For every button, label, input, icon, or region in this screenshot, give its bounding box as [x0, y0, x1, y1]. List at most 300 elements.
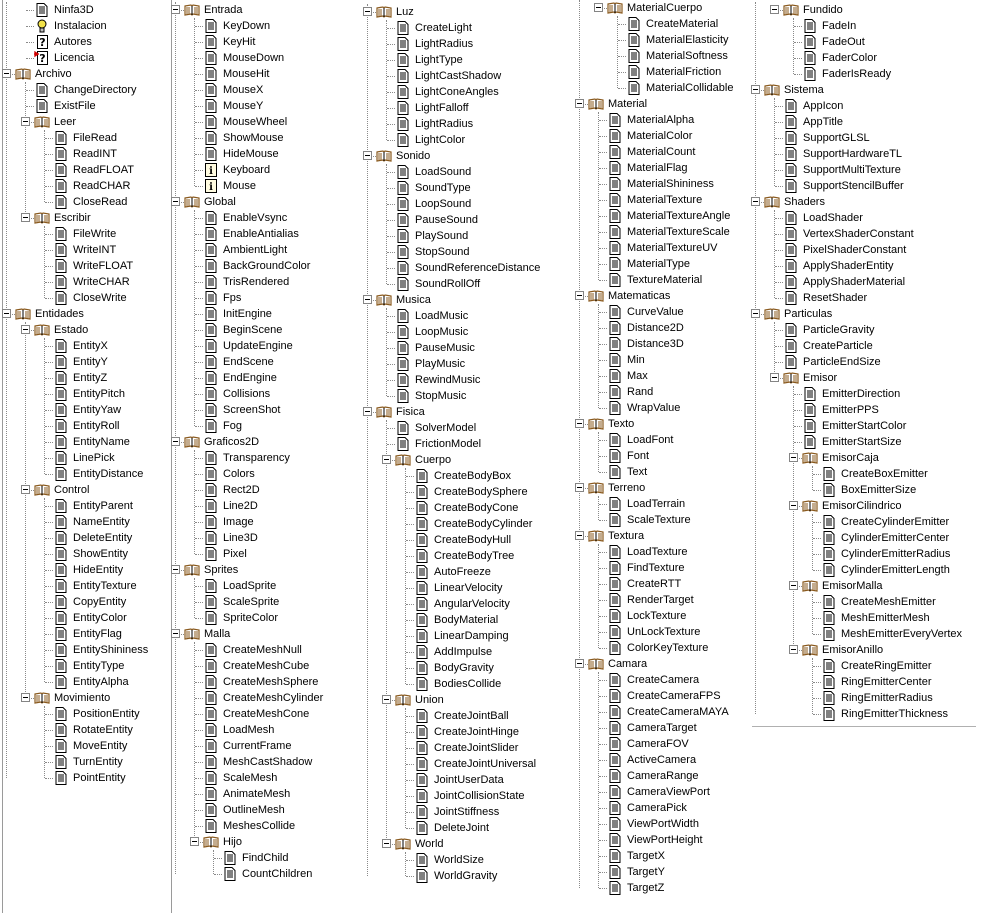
collapse-toggle-icon[interactable]: [382, 695, 391, 704]
tree-item-name-entity[interactable]: [41, 514, 171, 530]
tree-item-body-material[interactable]: [402, 612, 574, 628]
tree-item-load-shader[interactable]: [771, 210, 976, 226]
tree-branch-line: [195, 234, 203, 235]
tree-item-emisor-caja[interactable]: [790, 450, 976, 466]
tree-item-camera-target[interactable]: [595, 720, 748, 736]
tree-item-wrap-value[interactable]: [595, 400, 748, 416]
tree-item-close-read[interactable]: [41, 194, 171, 210]
collapse-toggle-icon[interactable]: [21, 213, 30, 222]
tree-item-active-camera[interactable]: [595, 752, 748, 768]
tree-item-distance2-d[interactable]: [595, 320, 748, 336]
tree-item-loop-sound[interactable]: [383, 196, 574, 212]
tree-item-emitter-start-color[interactable]: [790, 418, 976, 434]
tree-item-camera-range[interactable]: [595, 768, 748, 784]
tree-item-create-joint-ball[interactable]: [402, 708, 574, 724]
collapse-toggle-icon[interactable]: [171, 437, 180, 446]
collapse-toggle-icon[interactable]: [382, 839, 391, 848]
tree-item-file-read[interactable]: [41, 130, 171, 146]
tree-item-entity-roll[interactable]: [41, 418, 171, 434]
tree-item-move-entity[interactable]: [41, 738, 171, 754]
tree-item-emitter-direction[interactable]: [790, 386, 976, 402]
tree-item-material-collidable[interactable]: [614, 80, 748, 96]
collapse-toggle-icon[interactable]: [2, 69, 11, 78]
tree-item-body-gravity[interactable]: [402, 660, 574, 676]
tree-item-material-texture-uv[interactable]: [595, 240, 748, 256]
tree-item-luz[interactable]: [364, 4, 574, 20]
tree-item-create-camera-maya[interactable]: [595, 704, 748, 720]
collapse-toggle-icon[interactable]: [594, 3, 603, 12]
tree-item-mouse-wheel[interactable]: [191, 114, 360, 130]
tree-item-auto-freeze[interactable]: [402, 564, 574, 580]
tree-item-mouse-y[interactable]: [191, 98, 360, 114]
tree-item-rewind-music[interactable]: [383, 372, 574, 388]
tree-item-apply-shader-entity[interactable]: [771, 258, 976, 274]
tree-item-enable-antialias[interactable]: [191, 226, 360, 242]
collapse-toggle-icon[interactable]: [171, 629, 180, 638]
tree-item-entity-type[interactable]: [41, 658, 171, 674]
tree-item-leer[interactable]: [22, 114, 171, 130]
tree-item-musica[interactable]: [364, 292, 574, 308]
tree-item-create-body-box[interactable]: [402, 468, 574, 484]
tree-item-load-sprite[interactable]: [191, 578, 360, 594]
tree-item-sprites[interactable]: [172, 562, 360, 578]
tree-item-entity-z[interactable]: [41, 370, 171, 386]
tree-item-particle-end-size[interactable]: [771, 354, 976, 370]
tree-item-image[interactable]: [191, 514, 360, 530]
tree-item-material-flag[interactable]: [595, 160, 748, 176]
tree-item-rand[interactable]: [595, 384, 748, 400]
tree-item-fundido[interactable]: [771, 2, 976, 18]
tree-item-mesh-emitter-every-vertex[interactable]: [809, 626, 976, 642]
tree-item-target-z[interactable]: [595, 880, 748, 896]
tree-item-create-joint-universal[interactable]: [402, 756, 574, 772]
tree-item-fader-color[interactable]: [790, 50, 976, 66]
collapse-toggle-icon[interactable]: [770, 373, 779, 382]
tree-item-pixel-shader-constant[interactable]: [771, 242, 976, 258]
tree-item-tris-rendered[interactable]: [191, 274, 360, 290]
tree-item-ring-emitter-radius[interactable]: [809, 690, 976, 706]
tree-item-pixel[interactable]: [191, 546, 360, 562]
tree-item-texto[interactable]: [576, 416, 748, 432]
tree-item-init-engine[interactable]: [191, 306, 360, 322]
tree-item-load-music[interactable]: [383, 308, 574, 324]
tree-item-entity-texture[interactable]: [41, 578, 171, 594]
tree-item-camara[interactable]: [576, 656, 748, 672]
tree-item-material-alpha[interactable]: [595, 112, 748, 128]
tree-item-load-sound[interactable]: [383, 164, 574, 180]
tree-item-create-joint-hinge[interactable]: [402, 724, 574, 740]
tree-item-light-radius[interactable]: [383, 36, 574, 52]
tree-item-back-ground-color[interactable]: [191, 258, 360, 274]
tree-item-key-down[interactable]: [191, 18, 360, 34]
collapse-toggle-icon[interactable]: [770, 5, 779, 14]
tree-item-write-int[interactable]: [41, 242, 171, 258]
tree-item-mesh-cast-shadow[interactable]: [191, 754, 360, 770]
tree-item-create-camera-fps[interactable]: [595, 688, 748, 704]
tree-item-create-rtt[interactable]: [595, 576, 748, 592]
collapse-toggle-icon[interactable]: [751, 85, 760, 94]
tree-item-fade-in[interactable]: [790, 18, 976, 34]
tree-item-create-mesh-emitter[interactable]: [809, 594, 976, 610]
tree-item-read-int[interactable]: [41, 146, 171, 162]
tree-item-sound-type[interactable]: [383, 180, 574, 196]
collapse-toggle-icon[interactable]: [751, 309, 760, 318]
tree-item-bodies-collide[interactable]: [402, 676, 574, 692]
tree-item-load-terrain[interactable]: [595, 496, 748, 512]
tree-item-rect2-d[interactable]: [191, 482, 360, 498]
tree-item-joint-user-data[interactable]: [402, 772, 574, 788]
tree-item-apply-shader-material[interactable]: [771, 274, 976, 290]
tree-item-un-lock-texture[interactable]: [595, 624, 748, 640]
tree-item-create-mesh-cone[interactable]: [191, 706, 360, 722]
tree-item-current-frame[interactable]: [191, 738, 360, 754]
tree-item-loop-music[interactable]: [383, 324, 574, 340]
tree-item-create-mesh-cylinder[interactable]: [191, 690, 360, 706]
collapse-toggle-icon[interactable]: [171, 197, 180, 206]
tree-item-load-texture[interactable]: [595, 544, 748, 560]
tree-item-outline-mesh[interactable]: [191, 802, 360, 818]
tree-item-update-engine[interactable]: [191, 338, 360, 354]
tree-item-world-size[interactable]: [402, 852, 574, 868]
tree-item-support-stencil-buffer[interactable]: [771, 178, 976, 194]
collapse-toggle-icon[interactable]: [363, 407, 372, 416]
tree-item-fade-out[interactable]: [790, 34, 976, 50]
tree-item-count-children[interactable]: [210, 866, 360, 882]
tree-item-cylinder-emitter-radius[interactable]: [809, 546, 976, 562]
tree-item-reset-shader[interactable]: [771, 290, 976, 306]
tree-item-create-body-tree[interactable]: [402, 548, 574, 564]
tree-item-fisica[interactable]: [364, 404, 574, 420]
tree-item-lock-texture[interactable]: [595, 608, 748, 624]
tree-item-hide-entity[interactable]: [41, 562, 171, 578]
tree-item-enable-vsync[interactable]: [191, 210, 360, 226]
tree-item-light-cast-shadow[interactable]: [383, 68, 574, 84]
collapse-toggle-icon[interactable]: [21, 485, 30, 494]
tree-item-meshes-collide[interactable]: [191, 818, 360, 834]
collapse-toggle-icon[interactable]: [21, 693, 30, 702]
tree-item-angular-velocity[interactable]: [402, 596, 574, 612]
tree-item-transparency[interactable]: [191, 450, 360, 466]
tree-item-cuerpo[interactable]: [383, 452, 574, 468]
tree-item-entity-alpha[interactable]: [41, 674, 171, 690]
tree-item-exist-file[interactable]: [22, 98, 171, 114]
tree-item-fog[interactable]: [191, 418, 360, 434]
tree-item-material-count[interactable]: [595, 144, 748, 160]
tree-item-begin-scene[interactable]: [191, 322, 360, 338]
tree-item-matematicas[interactable]: [576, 288, 748, 304]
tree-item-emisor-anillo[interactable]: [790, 642, 976, 658]
tree-item-collisions[interactable]: [191, 386, 360, 402]
tree-item-create-material[interactable]: [614, 16, 748, 32]
tree-item-estado[interactable]: [22, 322, 171, 338]
collapse-toggle-icon[interactable]: [575, 99, 584, 108]
tree-item-malla[interactable]: [172, 626, 360, 642]
tree-item-material[interactable]: [576, 96, 748, 112]
tree-item-file-write[interactable]: [41, 226, 171, 242]
tree-item-show-entity[interactable]: [41, 546, 171, 562]
tree-item-material-softness[interactable]: [614, 48, 748, 64]
collapse-toggle-icon[interactable]: [575, 483, 584, 492]
tree-item-textura[interactable]: [576, 528, 748, 544]
tree-item-emitter-start-size[interactable]: [790, 434, 976, 450]
tree-item-create-joint-slider[interactable]: [402, 740, 574, 756]
collapse-toggle-icon[interactable]: [789, 453, 798, 462]
tree-item-pause-sound[interactable]: [383, 212, 574, 228]
tree-item-line3-d[interactable]: [191, 530, 360, 546]
tree-item-material-shininess[interactable]: [595, 176, 748, 192]
tree-item-rotate-entity[interactable]: [41, 722, 171, 738]
tree-item-create-particle[interactable]: [771, 338, 976, 354]
tree-item-scale-mesh[interactable]: [191, 770, 360, 786]
tree-item-create-cylinder-emitter[interactable]: [809, 514, 976, 530]
tree-item-target-x[interactable]: [595, 848, 748, 864]
tree-item-mouse[interactable]: [191, 178, 360, 194]
tree-item-create-ring-emitter[interactable]: [809, 658, 976, 674]
tree-item-particulas[interactable]: [752, 306, 976, 322]
tree-item-copy-entity[interactable]: [41, 594, 171, 610]
tree-item-create-body-cone[interactable]: [402, 500, 574, 516]
tree-item-find-texture[interactable]: [595, 560, 748, 576]
tree-item-animate-mesh[interactable]: [191, 786, 360, 802]
tree-item-material-texture[interactable]: [595, 192, 748, 208]
tree-item-solver-model[interactable]: [383, 420, 574, 436]
tree-item-camera-view-port[interactable]: [595, 784, 748, 800]
tree-item-graficos2-d[interactable]: [172, 434, 360, 450]
tree-item-turn-entity[interactable]: [41, 754, 171, 770]
collapse-toggle-icon[interactable]: [575, 419, 584, 428]
tree-item-color-key-texture[interactable]: [595, 640, 748, 656]
tree-item-ambient-light[interactable]: [191, 242, 360, 258]
tree-item-screen-shot[interactable]: [191, 402, 360, 418]
tree-item-ring-emitter-thickness[interactable]: [809, 706, 976, 722]
tree-item-material-friction[interactable]: [614, 64, 748, 80]
tree-item-linear-damping[interactable]: [402, 628, 574, 644]
tree-item-end-engine[interactable]: [191, 370, 360, 386]
tree-item-friction-model[interactable]: [383, 436, 574, 452]
tree-item-create-body-cylinder[interactable]: [402, 516, 574, 532]
tree-item-entity-yaw[interactable]: [41, 402, 171, 418]
tree-item-light-color[interactable]: [383, 132, 574, 148]
tree-item-create-camera[interactable]: [595, 672, 748, 688]
tree-item-entity-y[interactable]: [41, 354, 171, 370]
collapse-toggle-icon[interactable]: [575, 531, 584, 540]
tree-item-entity-flag[interactable]: [41, 626, 171, 642]
tree-item-material-color[interactable]: [595, 128, 748, 144]
tree-item-text[interactable]: [595, 464, 748, 480]
tree-item-texture-material[interactable]: [595, 272, 748, 288]
collapse-toggle-icon[interactable]: [575, 659, 584, 668]
tree-item-mouse-down[interactable]: [191, 50, 360, 66]
tree-item-create-light[interactable]: [383, 20, 574, 36]
tree-item-app-title[interactable]: [771, 114, 976, 130]
tree-item-particle-gravity[interactable]: [771, 322, 976, 338]
tree-item-light-cone-angles[interactable]: [383, 84, 574, 100]
tree-item-distance3-d[interactable]: [595, 336, 748, 352]
tree-item-archivo[interactable]: [3, 66, 171, 82]
tree-item-fps[interactable]: [191, 290, 360, 306]
tree-item-view-port-width[interactable]: [595, 816, 748, 832]
tree-item-support-glsl[interactable]: [771, 130, 976, 146]
tree-item-sonido[interactable]: [364, 148, 574, 164]
tree-item-show-mouse[interactable]: [191, 130, 360, 146]
tree-item-sound-roll-off[interactable]: [383, 276, 574, 292]
tree-item-joint-collision-state[interactable]: [402, 788, 574, 804]
tree-item-movimiento[interactable]: [22, 690, 171, 706]
collapse-toggle-icon[interactable]: [190, 837, 199, 846]
tree-item-find-child[interactable]: [210, 850, 360, 866]
tree-item-linear-velocity[interactable]: [402, 580, 574, 596]
tree-item-material-texture-angle[interactable]: [595, 208, 748, 224]
tree-item-cylinder-emitter-length[interactable]: [809, 562, 976, 578]
tree-item-world[interactable]: [383, 836, 574, 852]
collapse-toggle-icon[interactable]: [789, 645, 798, 654]
tree-item-entity-parent[interactable]: [41, 498, 171, 514]
tree-item-autores[interactable]: [22, 34, 171, 50]
tree-item-target-y[interactable]: [595, 864, 748, 880]
collapse-toggle-icon[interactable]: [789, 581, 798, 590]
tree-item-entity-pitch[interactable]: [41, 386, 171, 402]
tree-item-hide-mouse[interactable]: [191, 146, 360, 162]
tree-item-box-emitter-size[interactable]: [809, 482, 976, 498]
tree-item-scale-sprite[interactable]: [191, 594, 360, 610]
tree-item-terreno[interactable]: [576, 480, 748, 496]
tree-item-end-scene[interactable]: [191, 354, 360, 370]
tree-item-support-hardware-tl[interactable]: [771, 146, 976, 162]
tree-item-pause-music[interactable]: [383, 340, 574, 356]
tree-item-support-multi-texture[interactable]: [771, 162, 976, 178]
tree-item-union[interactable]: [383, 692, 574, 708]
collapse-toggle-icon[interactable]: [363, 151, 372, 160]
collapse-toggle-icon[interactable]: [2, 309, 11, 318]
tree-item-light-falloff[interactable]: [383, 100, 574, 116]
tree-item-shaders[interactable]: [752, 194, 976, 210]
tree-item-entity-shininess[interactable]: [41, 642, 171, 658]
tree-item-material-texture-scale[interactable]: [595, 224, 748, 240]
tree-item-vertex-shader-constant[interactable]: [771, 226, 976, 242]
tree-item-camera-pick[interactable]: [595, 800, 748, 816]
collapse-toggle-icon[interactable]: [363, 7, 372, 16]
tree-item-material-cuerpo[interactable]: [595, 0, 748, 16]
tree-item-fader-is-ready[interactable]: [790, 66, 976, 82]
tree-item-stop-sound[interactable]: [383, 244, 574, 260]
tree-item-sprite-color[interactable]: [191, 610, 360, 626]
tree-item-entity-name[interactable]: [41, 434, 171, 450]
tree-item-create-box-emitter[interactable]: [809, 466, 976, 482]
tree-item-font[interactable]: [595, 448, 748, 464]
tree-item-line-pick[interactable]: [41, 450, 171, 466]
tree-item-camera-fov[interactable]: [595, 736, 748, 752]
collapse-toggle-icon[interactable]: [21, 117, 30, 126]
tree-item-position-entity[interactable]: [41, 706, 171, 722]
tree-item-render-target[interactable]: [595, 592, 748, 608]
collapse-toggle-icon[interactable]: [171, 565, 180, 574]
tree-item-ring-emitter-center[interactable]: [809, 674, 976, 690]
tree-item-cylinder-emitter-center[interactable]: [809, 530, 976, 546]
tree-item-mesh-emitter-mesh[interactable]: [809, 610, 976, 626]
tree-item-emitter-pps[interactable]: [790, 402, 976, 418]
tree-item-emisor-malla[interactable]: [790, 578, 976, 594]
collapse-toggle-icon[interactable]: [171, 5, 180, 14]
tree-item-sistema[interactable]: [752, 82, 976, 98]
tree-item-entity-color[interactable]: [41, 610, 171, 626]
tree-item-sound-reference-distance[interactable]: [383, 260, 574, 276]
tree-item-mouse-x[interactable]: [191, 82, 360, 98]
tree-item-play-sound[interactable]: [383, 228, 574, 244]
tree-item-line2-d[interactable]: [191, 498, 360, 514]
tree-item-min[interactable]: [595, 352, 748, 368]
tree-item-licencia[interactable]: [22, 50, 171, 66]
tree-item-app-icon[interactable]: [771, 98, 976, 114]
tree-item-entidades[interactable]: [3, 306, 171, 322]
tree-item-mouse-hit[interactable]: [191, 66, 360, 82]
tree-item-colors[interactable]: [191, 466, 360, 482]
collapse-toggle-icon[interactable]: [789, 501, 798, 510]
tree-item-material-elasticity[interactable]: [614, 32, 748, 48]
tree-item-ninfa3-d[interactable]: [22, 2, 171, 18]
tree-item-hijo[interactable]: [191, 834, 360, 850]
tree-item-entity-distance[interactable]: [41, 466, 171, 482]
tree-item-light-radius[interactable]: [383, 116, 574, 132]
tree-item-view-port-height[interactable]: [595, 832, 748, 848]
tree-item-control[interactable]: [22, 482, 171, 498]
tree-item-keyboard[interactable]: [191, 162, 360, 178]
tree-item-escribir[interactable]: [22, 210, 171, 226]
tree-item-write-float[interactable]: [41, 258, 171, 274]
page-icon: [53, 195, 69, 209]
tree-item-curve-value[interactable]: [595, 304, 748, 320]
tree-item-load-mesh[interactable]: [191, 722, 360, 738]
page-icon: [203, 227, 219, 241]
collapse-toggle-icon[interactable]: [363, 295, 372, 304]
tree-item-world-gravity[interactable]: [402, 868, 574, 884]
tree-item-add-impulse[interactable]: [402, 644, 574, 660]
tree-item-joint-stiffness[interactable]: [402, 804, 574, 820]
collapse-toggle-icon[interactable]: [575, 291, 584, 300]
tree-item-instalacion[interactable]: [22, 18, 171, 34]
collapse-toggle-icon[interactable]: [751, 197, 760, 206]
tree-item-max[interactable]: [595, 368, 748, 384]
tree-item-point-entity[interactable]: [41, 770, 171, 786]
tree-item-emisor-cilindrico[interactable]: [790, 498, 976, 514]
tree-item-load-font[interactable]: [595, 432, 748, 448]
tree-item-global[interactable]: [172, 194, 360, 210]
tree-item-change-directory[interactable]: [22, 82, 171, 98]
tree-item-create-mesh-sphere[interactable]: [191, 674, 360, 690]
tree-item-create-body-hull[interactable]: [402, 532, 574, 548]
collapse-toggle-icon[interactable]: [382, 455, 391, 464]
tree-item-play-music[interactable]: [383, 356, 574, 372]
tree-item-create-body-sphere[interactable]: [402, 484, 574, 500]
tree-item-entity-x[interactable]: [41, 338, 171, 354]
tree-item-emisor[interactable]: [771, 370, 976, 386]
collapse-toggle-icon[interactable]: [21, 325, 30, 334]
tree-item-close-write[interactable]: [41, 290, 171, 306]
tree-branch-line: [813, 634, 821, 635]
tree-item-scale-texture[interactable]: [595, 512, 748, 528]
tree-item-stop-music[interactable]: [383, 388, 574, 404]
tree-item-write-char[interactable]: [41, 274, 171, 290]
tree-item-read-char[interactable]: [41, 178, 171, 194]
tree-item-entrada[interactable]: [172, 2, 360, 18]
tree-item-key-hit[interactable]: [191, 34, 360, 50]
tree-item-read-float[interactable]: [41, 162, 171, 178]
tree-item-create-mesh-null[interactable]: [191, 642, 360, 658]
tree-item-delete-joint[interactable]: [402, 820, 574, 836]
tree-item-delete-entity[interactable]: [41, 530, 171, 546]
tree-item-light-type[interactable]: [383, 52, 574, 68]
tree-item-create-mesh-cube[interactable]: [191, 658, 360, 674]
tree-item-material-type[interactable]: [595, 256, 748, 272]
